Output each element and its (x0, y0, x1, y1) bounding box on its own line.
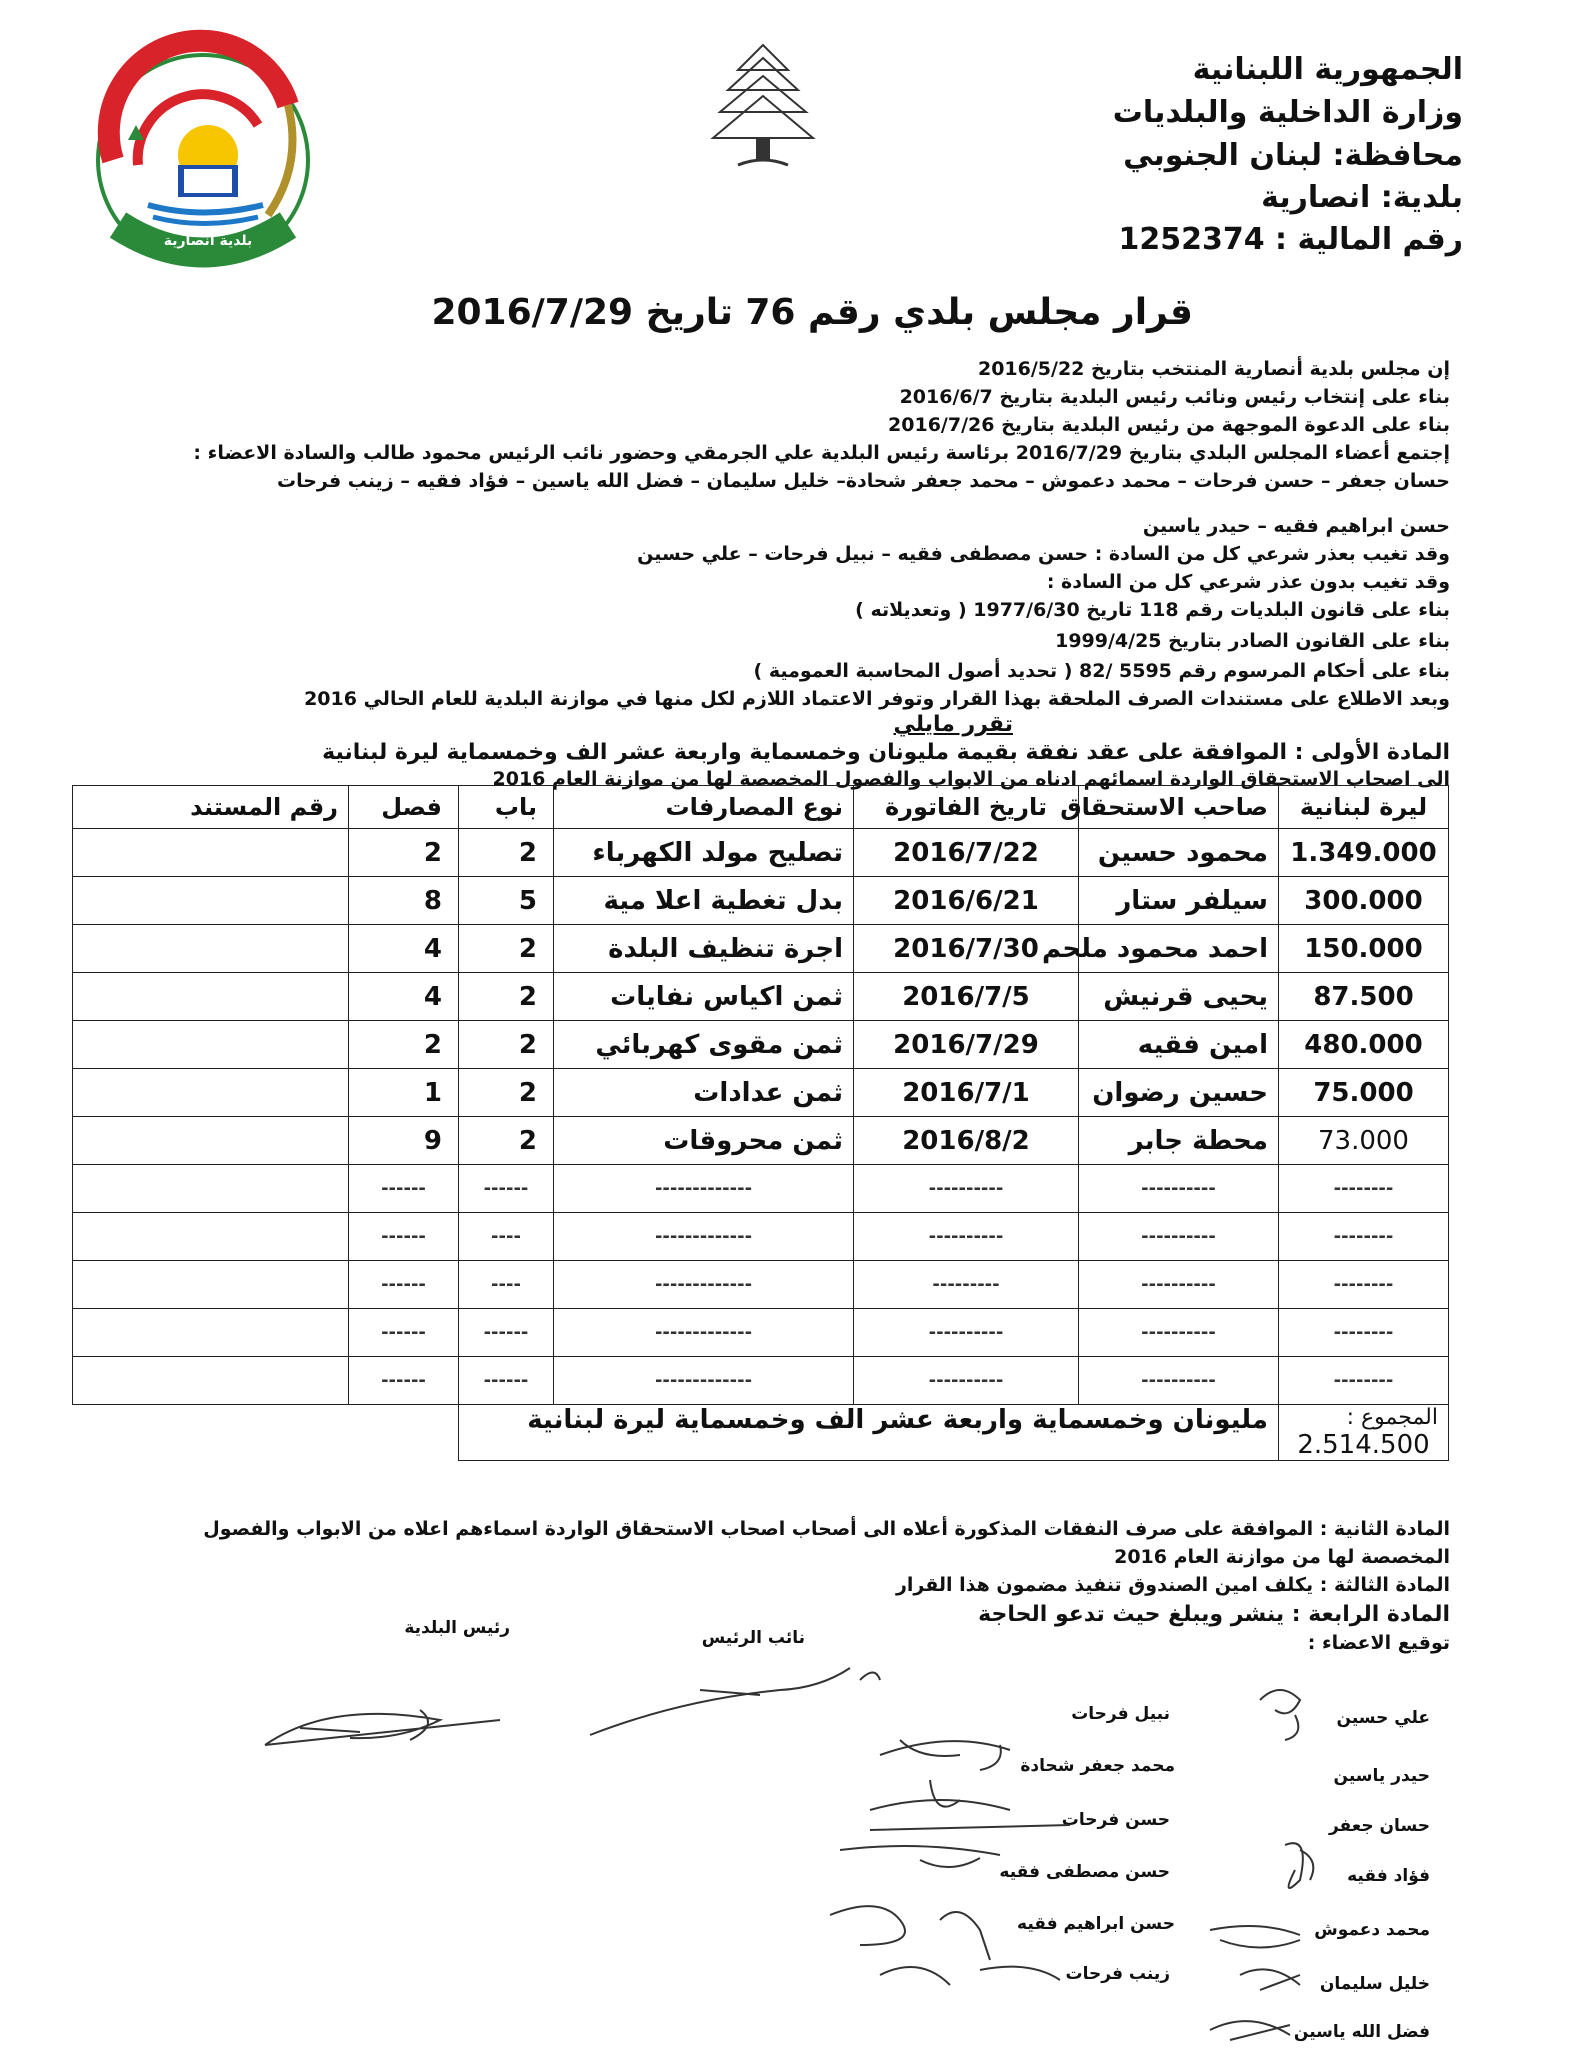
cell-amount: 150.000 (1279, 925, 1449, 973)
table-row (73, 925, 1449, 973)
cell-fasl: ------ (349, 1309, 459, 1357)
total-label: المجموع : (1346, 1405, 1438, 1430)
member-name: خليل سليمان (1319, 1974, 1430, 1994)
header-payee: صاحب الاستحقاق (1079, 786, 1279, 829)
cell-fasl: 4 (349, 925, 459, 973)
cell-amount: -------- (1279, 1261, 1449, 1309)
member-name: فؤاد فقيه (1347, 1866, 1430, 1886)
cell-bab: 5 (459, 877, 554, 925)
cell-date: 2016/7/5 (854, 973, 1079, 1021)
cell-bab: 2 (459, 829, 554, 877)
cell-bab: 2 (459, 1117, 554, 1165)
total-empty (73, 1405, 459, 1461)
cell-fasl: 2 (349, 829, 459, 877)
member-name: حيدر ياسين (1333, 1766, 1430, 1786)
cell-fasl: ------ (349, 1165, 459, 1213)
cell-amount: -------- (1279, 1165, 1449, 1213)
member-name: نبيل فرحات (1071, 1704, 1170, 1724)
preamble-line: بناء على القانون الصادر بتاريخ 1999/4/25 (1055, 630, 1450, 652)
cell-date: 2016/7/22 (854, 829, 1079, 877)
preamble-line: وقد تغيب بعذر شرعي كل من السادة : حسن مصطفى فقيه – نبيل فرحات – علي حسين (637, 543, 1450, 565)
cell-payee: ---------- (1079, 1165, 1279, 1213)
cell-bab: 2 (459, 925, 554, 973)
cedar-emblem (708, 40, 818, 175)
cell-type: بدل تغطية اعلا مية (554, 877, 854, 925)
article-three: المادة الثالثة : يكلف امين الصندوق تنفيذ مضمون هذا القرار (895, 1574, 1450, 1596)
article-two-continuation: المخصصة لها من موازنة العام 2016 (1114, 1546, 1450, 1568)
cell-payee: ---------- (1079, 1357, 1279, 1405)
cell-fasl: 8 (349, 877, 459, 925)
table-row (73, 877, 1449, 925)
article-four: المادة الرابعة : ينشر ويبلغ حيث تدعو الحاجة (978, 1602, 1450, 1627)
cell-date: ---------- (854, 1309, 1079, 1357)
header-bab: باب (459, 786, 554, 829)
cell-fasl: ------ (349, 1357, 459, 1405)
table-row (73, 1165, 1449, 1213)
cell-doc (73, 1165, 349, 1213)
cell-bab: 2 (459, 973, 554, 1021)
cell-fasl: 2 (349, 1021, 459, 1069)
cell-doc (73, 1213, 349, 1261)
cell-payee: احمد محمود ملحم (1079, 925, 1279, 973)
article-two: المادة الثانية : الموافقة على صرف النفقات المذكورة أعلاه الى أصحاب اصحاب الاستحقاق الواردة اسماءهم اعلاه من الابواب والفصول (203, 1518, 1450, 1540)
cell-date: ---------- (854, 1213, 1079, 1261)
table-row (73, 1021, 1449, 1069)
cell-doc (73, 925, 349, 973)
cell-amount: 300.000 (1279, 877, 1449, 925)
cell-payee: محطة جابر (1079, 1117, 1279, 1165)
cell-payee: سيلفر ستار (1079, 877, 1279, 925)
member-name: حسان جعفر (1328, 1816, 1430, 1836)
header-municipality: بلدية: انصارية (1261, 180, 1463, 215)
cell-doc (73, 1261, 349, 1309)
cell-payee: حسين رضوان (1079, 1069, 1279, 1117)
header-amount: ليرة لبنانية (1279, 786, 1449, 829)
member-name: حسن مصطفى فقيه (999, 1862, 1170, 1882)
cell-doc (73, 973, 349, 1021)
logo-text: بلدية أنصارية (163, 233, 253, 249)
decision-title: قرار مجلس بلدي رقم 76 تاريخ 2016/7/29 (431, 292, 1193, 333)
cell-amount: -------- (1279, 1309, 1449, 1357)
cell-fasl: 4 (349, 973, 459, 1021)
member-name: علي حسين (1336, 1708, 1430, 1728)
cell-date: 2016/8/2 (854, 1117, 1079, 1165)
header-expense-type: نوع المصارفات (554, 786, 854, 829)
table-header-row (73, 786, 1449, 829)
municipality-logo (88, 45, 318, 275)
article-one: المادة الأولى : الموافقة على عقد نفقة بقيمة مليونان وخمسماية واربعة عشر الف وخمسماية ليرة لبنانية (322, 740, 1450, 765)
cell-date: 2016/6/21 (854, 877, 1079, 925)
cell-date: ---------- (854, 1357, 1079, 1405)
cell-amount: 87.500 (1279, 973, 1449, 1021)
total-row (73, 1405, 1449, 1461)
cell-type: ------------- (554, 1261, 854, 1309)
member-name: محمد جعفر شحادة (1020, 1756, 1175, 1776)
cell-amount: -------- (1279, 1357, 1449, 1405)
cell-amount: 75.000 (1279, 1069, 1449, 1117)
cell-type: ------------- (554, 1309, 854, 1357)
cell-payee: محمود حسين (1079, 829, 1279, 877)
preamble-line: وقد تغيب بدون عذر شرعي كل من السادة : (1046, 571, 1450, 593)
cell-date: ---------- (854, 1165, 1079, 1213)
vice-president-label: نائب الرئيس (701, 1628, 805, 1648)
cell-doc (73, 1357, 349, 1405)
cell-payee: ---------- (1079, 1261, 1279, 1309)
member-name: حسن ابراهيم فقيه (1017, 1914, 1175, 1934)
cell-fasl: ------ (349, 1261, 459, 1309)
article-one-continuation: الى اصحاب الاستحقاق الواردة اسمائهم ادناه من الابواب والفصول المخصصة لها من موازنة العام 2016 (492, 768, 1450, 790)
header-finance-number: رقم المالية : 1252374 (1118, 222, 1463, 257)
member-name: محمد دعموش (1314, 1920, 1430, 1940)
cell-date: 2016/7/30 (854, 925, 1079, 973)
table-row (73, 1069, 1449, 1117)
cell-fasl: 1 (349, 1069, 459, 1117)
preamble-line: بناء على قانون البلديات رقم 118 تاريخ 1977/6/30 ( وتعديلاته ) (855, 599, 1450, 621)
cell-type: تصليح مولد الكهرباء (554, 829, 854, 877)
header-fasl: فصل (349, 786, 459, 829)
cell-bab: 2 (459, 1069, 554, 1117)
cell-bab: ------ (459, 1165, 554, 1213)
cell-type: ثمن عدادات (554, 1069, 854, 1117)
cell-type: ------------- (554, 1165, 854, 1213)
preamble-line: بناء على الدعوة الموجهة من رئيس البلدية بتاريخ 2016/7/26 (888, 414, 1450, 436)
president-label: رئيس البلدية (404, 1618, 510, 1638)
preamble-line: إن مجلس بلدية أنصارية المنتخب بتاريخ 2016/5/22 (977, 358, 1450, 380)
total-cell (1279, 1405, 1449, 1461)
total-words: مليونان وخمسماية واربعة عشر الف وخمسماية ليرة لبنانية (459, 1405, 1279, 1461)
table-row (73, 973, 1449, 1021)
header-governorate: محافظة: لبنان الجنوبي (1123, 138, 1463, 173)
member-name: زينب فرحات (1065, 1964, 1170, 1984)
header-invoice-date: تاريخ الفاتورة (854, 786, 1079, 829)
cell-date: 2016/7/29 (854, 1021, 1079, 1069)
member-name: حسن فرحات (1061, 1810, 1170, 1830)
total-value: 2.514.500 (1297, 1430, 1430, 1460)
cell-bab: ------ (459, 1309, 554, 1357)
cell-doc (73, 1117, 349, 1165)
table-row (73, 1117, 1449, 1165)
table-row (73, 829, 1449, 877)
cedar-icon (708, 40, 818, 175)
cell-amount: -------- (1279, 1213, 1449, 1261)
expenses-table (72, 785, 1449, 1461)
cell-payee: ---------- (1079, 1309, 1279, 1357)
preamble-line: حسان جعفر – حسن فرحات – محمد دعموش – محمد جعفر شحادة– خليل سليمان – فضل الله ياسين – فؤاد فقيه – زينب فرحات (277, 470, 1450, 492)
cell-doc (73, 1021, 349, 1069)
cell-date: --------- (854, 1261, 1079, 1309)
cell-date: 2016/7/1 (854, 1069, 1079, 1117)
cell-fasl: ------ (349, 1213, 459, 1261)
cell-doc (73, 1309, 349, 1357)
cell-amount: 480.000 (1279, 1021, 1449, 1069)
decides-heading: تقرر مايلي (893, 712, 1013, 737)
cell-payee: يحيى قرنيش (1079, 973, 1279, 1021)
header-ministry: وزارة الداخلية والبلديات (1112, 95, 1463, 130)
cell-bab: ---- (459, 1261, 554, 1309)
cell-fasl: 9 (349, 1117, 459, 1165)
table-row (73, 1309, 1449, 1357)
cell-doc (73, 1069, 349, 1117)
cell-bab: 2 (459, 1021, 554, 1069)
cell-type: ------------- (554, 1357, 854, 1405)
cell-doc (73, 877, 349, 925)
preamble-line: وبعد الاطلاع على مستندات الصرف الملحقة بهذا القرار وتوفر الاعتماد اللازم لكل منها في موازنة البلدية للعام الحالي 2016 (304, 688, 1450, 710)
cell-type: ثمن اكياس نفايات (554, 973, 854, 1021)
cell-type: ------------- (554, 1213, 854, 1261)
preamble-line: حسن ابراهيم فقيه – حيدر ياسين (1142, 515, 1450, 537)
cell-amount: 73.000 (1279, 1117, 1449, 1165)
cell-payee: امين فقيه (1079, 1021, 1279, 1069)
cell-type: ثمن مقوى كهربائي (554, 1021, 854, 1069)
cell-type: ثمن محروقات (554, 1117, 854, 1165)
cell-bab: ---- (459, 1213, 554, 1261)
preamble-line: بناء على أحكام المرسوم رقم 5595 /82 ( تحديد أصول المحاسبة العمومية ) (753, 660, 1450, 682)
table-row (73, 1357, 1449, 1405)
cell-amount: 1.349.000 (1279, 829, 1449, 877)
table-row (73, 1213, 1449, 1261)
preamble-line: بناء على إنتخاب رئيس ونائب رئيس البلدية بتاريخ 2016/6/7 (899, 386, 1450, 408)
preamble-line: إجتمع أعضاء المجلس البلدي بتاريخ 2016/7/29 برئاسة رئيس البلدية علي الجرمقي وحضور نائب الرئيس محمود طالب والسادة الاعضاء : (193, 442, 1450, 464)
table-row (73, 1261, 1449, 1309)
member-name: فضل الله ياسين (1293, 2022, 1430, 2042)
cell-payee: ---------- (1079, 1213, 1279, 1261)
cell-bab: ------ (459, 1357, 554, 1405)
members-signature-heading: توقيع الاعضاء : (1307, 1632, 1450, 1654)
cell-doc (73, 829, 349, 877)
header-document-number: رقم المستند (73, 786, 349, 829)
header-country: الجمهورية اللبنانية (1192, 52, 1463, 87)
cell-type: اجرة تنظيف البلدة (554, 925, 854, 973)
